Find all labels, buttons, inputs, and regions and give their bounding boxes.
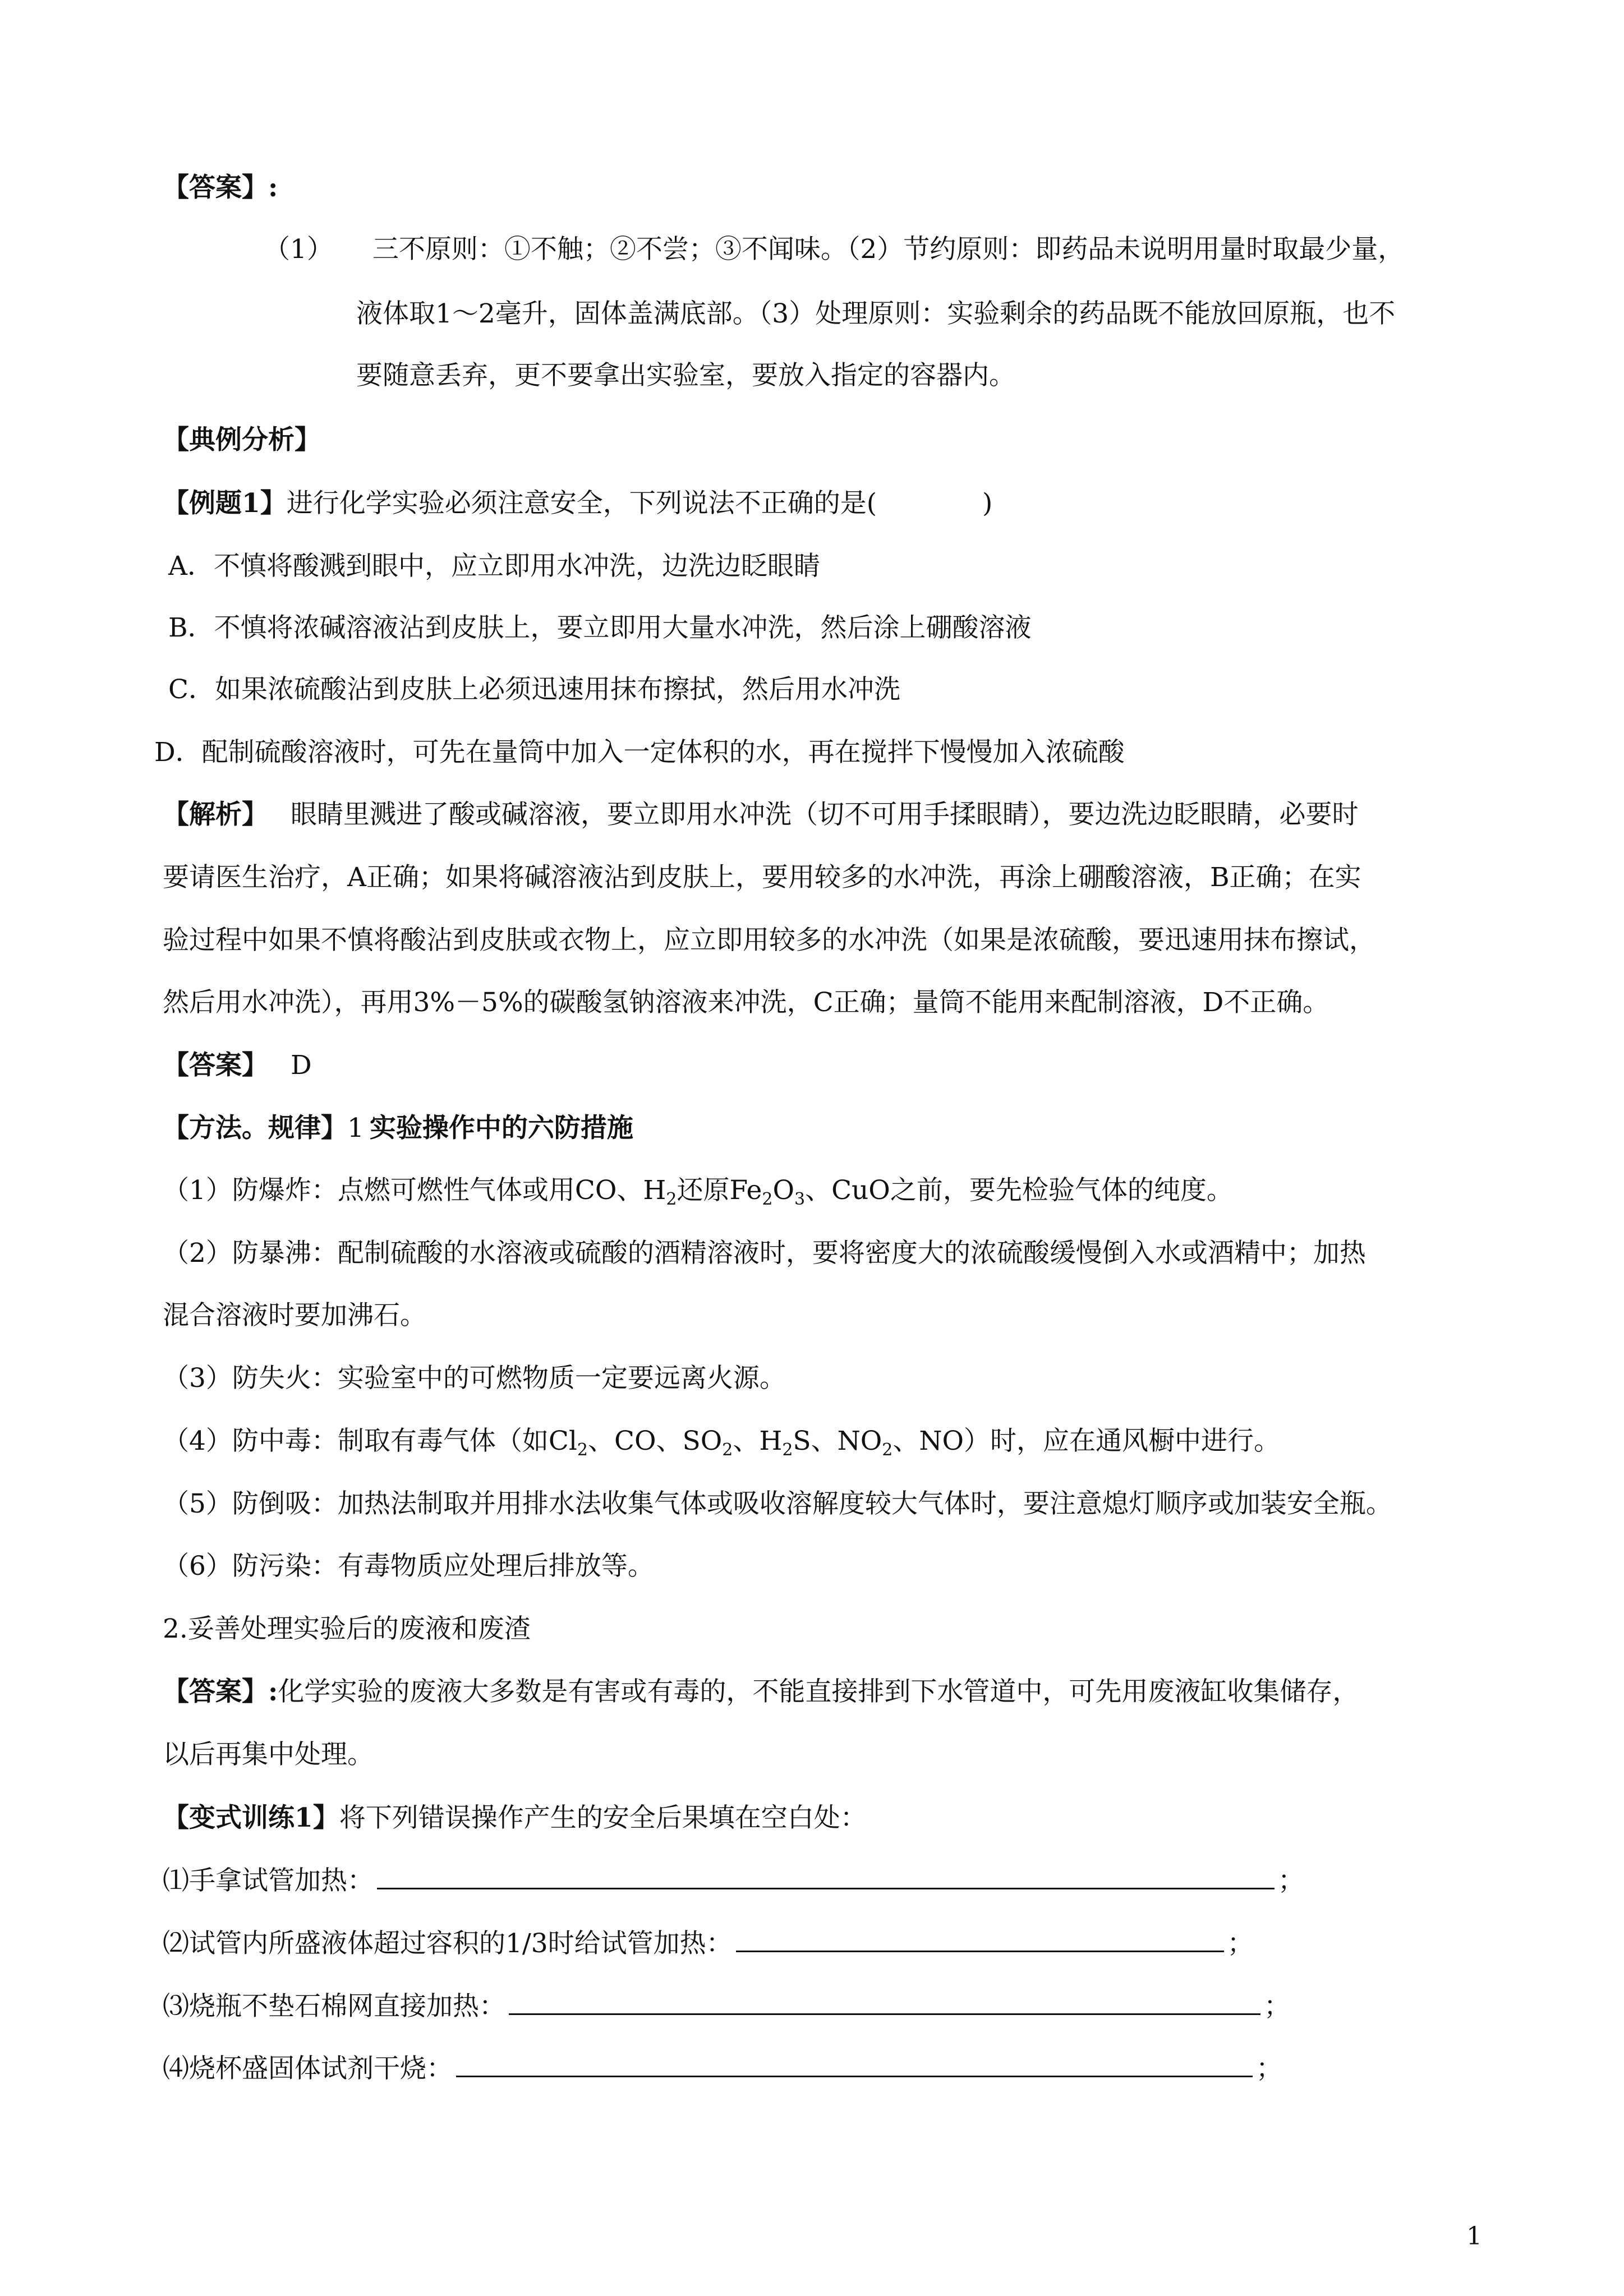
option-b: B．不慎将浓碱溶液沾到皮肤上，要立即用大量水冲洗，然后涂上硼酸溶液 <box>168 612 1032 643</box>
method-heading: 【方法。规律】1 实验操作中的六防措施 <box>163 1113 633 1144</box>
answer-line-3: 要随意丢弃，更不要拿出实验室，要放入指定的容器内。 <box>356 360 1015 391</box>
answer-line-1: （1） 三不原则：①不触；②不尝；③不闻味。（2）节约原则：即药品未说明用量时取最少量， <box>264 234 1405 265</box>
answer-blank-1[interactable] <box>377 1863 1275 1889</box>
answer-d: 【答案】 D <box>163 1050 312 1081</box>
example-question: 【例题1】进行化学实验必须注意安全，下列说法不正确的是( ) <box>163 488 993 519</box>
variant-item-2: ⑵试管内所盛液体超过容积的1/3时给试管加热： ； <box>163 1926 1254 1961</box>
measure-2-line-1: （2）防暴沸：配制硫酸的水溶液或硫酸的酒精溶液时，要将密度大的浓硫酸缓慢倒入水或酒精中；加热 <box>163 1238 1366 1269</box>
answer-heading: 【答案】: <box>163 172 278 203</box>
answer-blank-2[interactable] <box>736 1926 1224 1952</box>
example-heading: 【典例分析】 <box>163 425 321 455</box>
measure-3: （3）防失火：实验室中的可燃物质一定要远离火源。 <box>163 1363 786 1394</box>
answer-number: （1） <box>264 234 333 265</box>
measure-2-line-2: 混合溶液时要加沸石。 <box>163 1300 426 1331</box>
page-number: 1 <box>1466 2222 1482 2251</box>
measure-5: （5）防倒吸：加热法制取并用排水法收集气体或吸收溶解度较大气体时，要注意熄灯顺序或加装安全瓶。 <box>163 1488 1392 1519</box>
analysis-line-4: 然后用水冲洗），再用3%－5%的碳酸氢钠溶液来冲洗，C正确；量筒不能用来配制溶液，D不正确。 <box>163 987 1329 1018</box>
waste-answer-line-1: 【答案】:化学实验的废液大多数是有害或有毒的，不能直接排到下水管道中，可先用废液缸收集储存， <box>163 1676 1359 1707</box>
answer-value: D <box>291 1050 312 1081</box>
analysis-line-3: 验过程中如果不慎将酸沾到皮肤或衣物上，应立即用较多的水冲洗（如果是浓硫酸，要迅速用抹布擦试， <box>163 925 1375 956</box>
analysis-line-2: 要请医生治疗，A正确；如果将碱溶液沾到皮肤上，要用较多的水冲洗，再涂上硼酸溶液，B正确；在实 <box>163 862 1361 893</box>
option-c: C．如果浓硫酸沾到皮肤上必须迅速用抹布擦拭，然后用水冲洗 <box>168 674 900 705</box>
variant-item-4: ⑷烧杯盛固体试剂干烧： ； <box>163 2051 1282 2086</box>
variant-item-1: ⑴手拿试管加热： ； <box>163 1863 1304 1898</box>
variant-heading: 【变式训练1】将下列错误操作产生的安全后果填在空白处： <box>163 1802 867 1833</box>
variant-item-3: ⑶烧瓶不垫石棉网直接加热： ； <box>163 1989 1290 2023</box>
waste-title: 2.妥善处理实验后的废液和废渣 <box>163 1613 531 1644</box>
measure-1: （1）防爆炸：点燃可燃性气体或用CO、$H_2$还原$Fe_2O_3$、CuO之前，要先检验气体的纯度。 <box>163 1175 1233 1209</box>
measure-4: （4）防中毒：制取有毒气体（如$Cl_2$、CO、$SO_2$、$H_2S$、$NO_2$、NO）时，应在通风橱中进行。 <box>163 1426 1281 1460</box>
option-d: D．配制硫酸溶液时，可先在量筒中加入一定体积的水，再在搅拌下慢慢加入浓硫酸 <box>154 737 1125 768</box>
answer-line-2: 液体取1～2毫升，固体盖满底部。（3）处理原则：实验剩余的药品既不能放回原瓶，也不 <box>356 298 1396 329</box>
waste-answer-line-2: 以后再集中处理。 <box>163 1739 374 1770</box>
answer-blank-4[interactable] <box>456 2051 1253 2077</box>
option-a: A．不慎将酸溅到眼中，应立即用水冲洗，边洗边眨眼睛 <box>168 551 820 582</box>
answer-blank-3[interactable] <box>509 1989 1260 2015</box>
measure-6: （6）防污染：有毒物质应处理后排放等。 <box>163 1551 654 1582</box>
analysis-line-1: 【解析】 眼睛里溅进了酸或碱溶液，要立即用水冲洗（切不可用手揉眼睛），要边洗边眨眼睛，必要时 <box>163 799 1359 830</box>
